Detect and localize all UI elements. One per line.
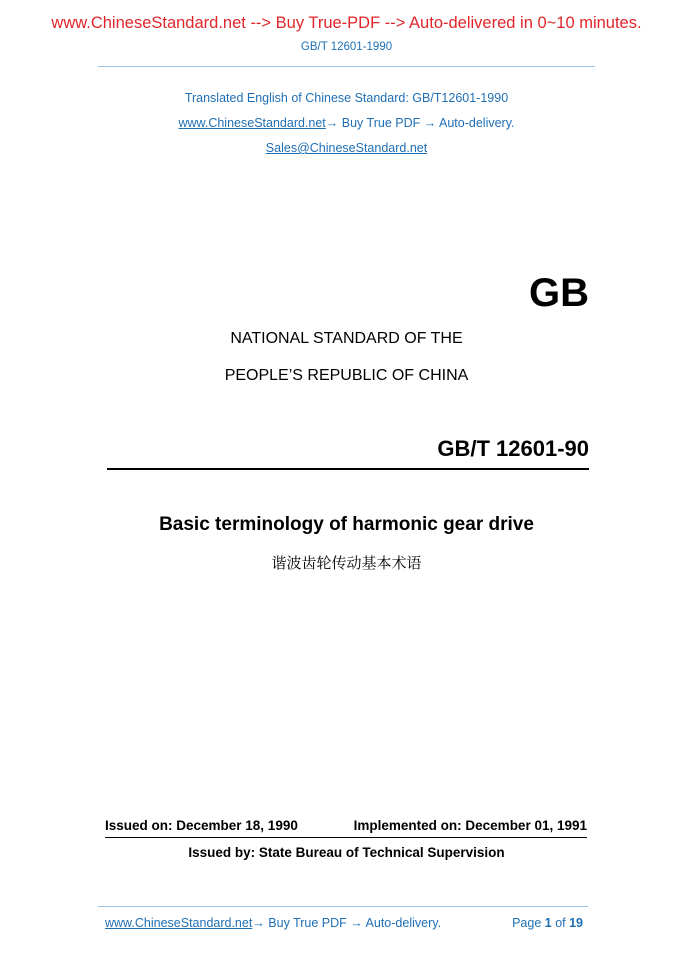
- arrow-icon: →: [325, 116, 339, 130]
- dates-divider: [105, 837, 587, 838]
- implemented-on: Implemented on: December 01, 1991: [353, 818, 587, 833]
- top-banner[interactable]: www.ChineseStandard.net --> Buy True-PDF --> Auto-delivered in 0~10 minutes.: [51, 14, 642, 32]
- page-number: 1: [544, 916, 552, 930]
- issued-on: Issued on: December 18, 1990: [105, 818, 298, 833]
- arrow-icon: →: [423, 116, 437, 130]
- footer-site-link[interactable]: www.ChineseStandard.net: [105, 916, 253, 930]
- standard-code: GB/T 12601-90: [437, 436, 589, 461]
- header-divider: [98, 66, 595, 67]
- gb-logo: GB: [529, 271, 589, 315]
- prc-line: PEOPLE’S REPUBLIC OF CHINA: [224, 367, 469, 384]
- footer-purchase-line: [105, 916, 441, 930]
- document-title-chinese: 谐波齿轮传动基本术语: [271, 554, 422, 572]
- translated-line: Translated English of Chinese Standard: GB/T12601-1990: [184, 91, 509, 105]
- of-label: of: [551, 916, 570, 930]
- page-indicator: [512, 916, 583, 930]
- header-standard-code: GB/T 12601-1990: [300, 41, 393, 53]
- email-line: [0, 141, 693, 155]
- footer-purchase-text-2: Auto-delivery.: [362, 916, 442, 930]
- purchase-text-2: Auto-delivery.: [436, 116, 515, 130]
- title-divider: [107, 468, 589, 470]
- purchase-text: Buy True PDF: [338, 116, 424, 130]
- page-label: Page: [512, 916, 545, 930]
- email-link[interactable]: Sales@ChineseStandard.net: [265, 141, 428, 155]
- footer-divider: [98, 906, 588, 907]
- footer-purchase-text: Buy True PDF: [264, 916, 351, 930]
- arrow-icon: →: [252, 916, 265, 930]
- issued-by: Issued by: State Bureau of Technical Supervision: [188, 845, 505, 860]
- arrow-icon: →: [350, 916, 363, 930]
- purchase-line: [0, 116, 693, 130]
- site-link[interactable]: www.ChineseStandard.net: [178, 116, 326, 130]
- national-standard-line: NATIONAL STANDARD OF THE: [230, 330, 463, 347]
- page-total: 19: [569, 916, 583, 930]
- document-title: Basic terminology of harmonic gear drive: [159, 514, 534, 535]
